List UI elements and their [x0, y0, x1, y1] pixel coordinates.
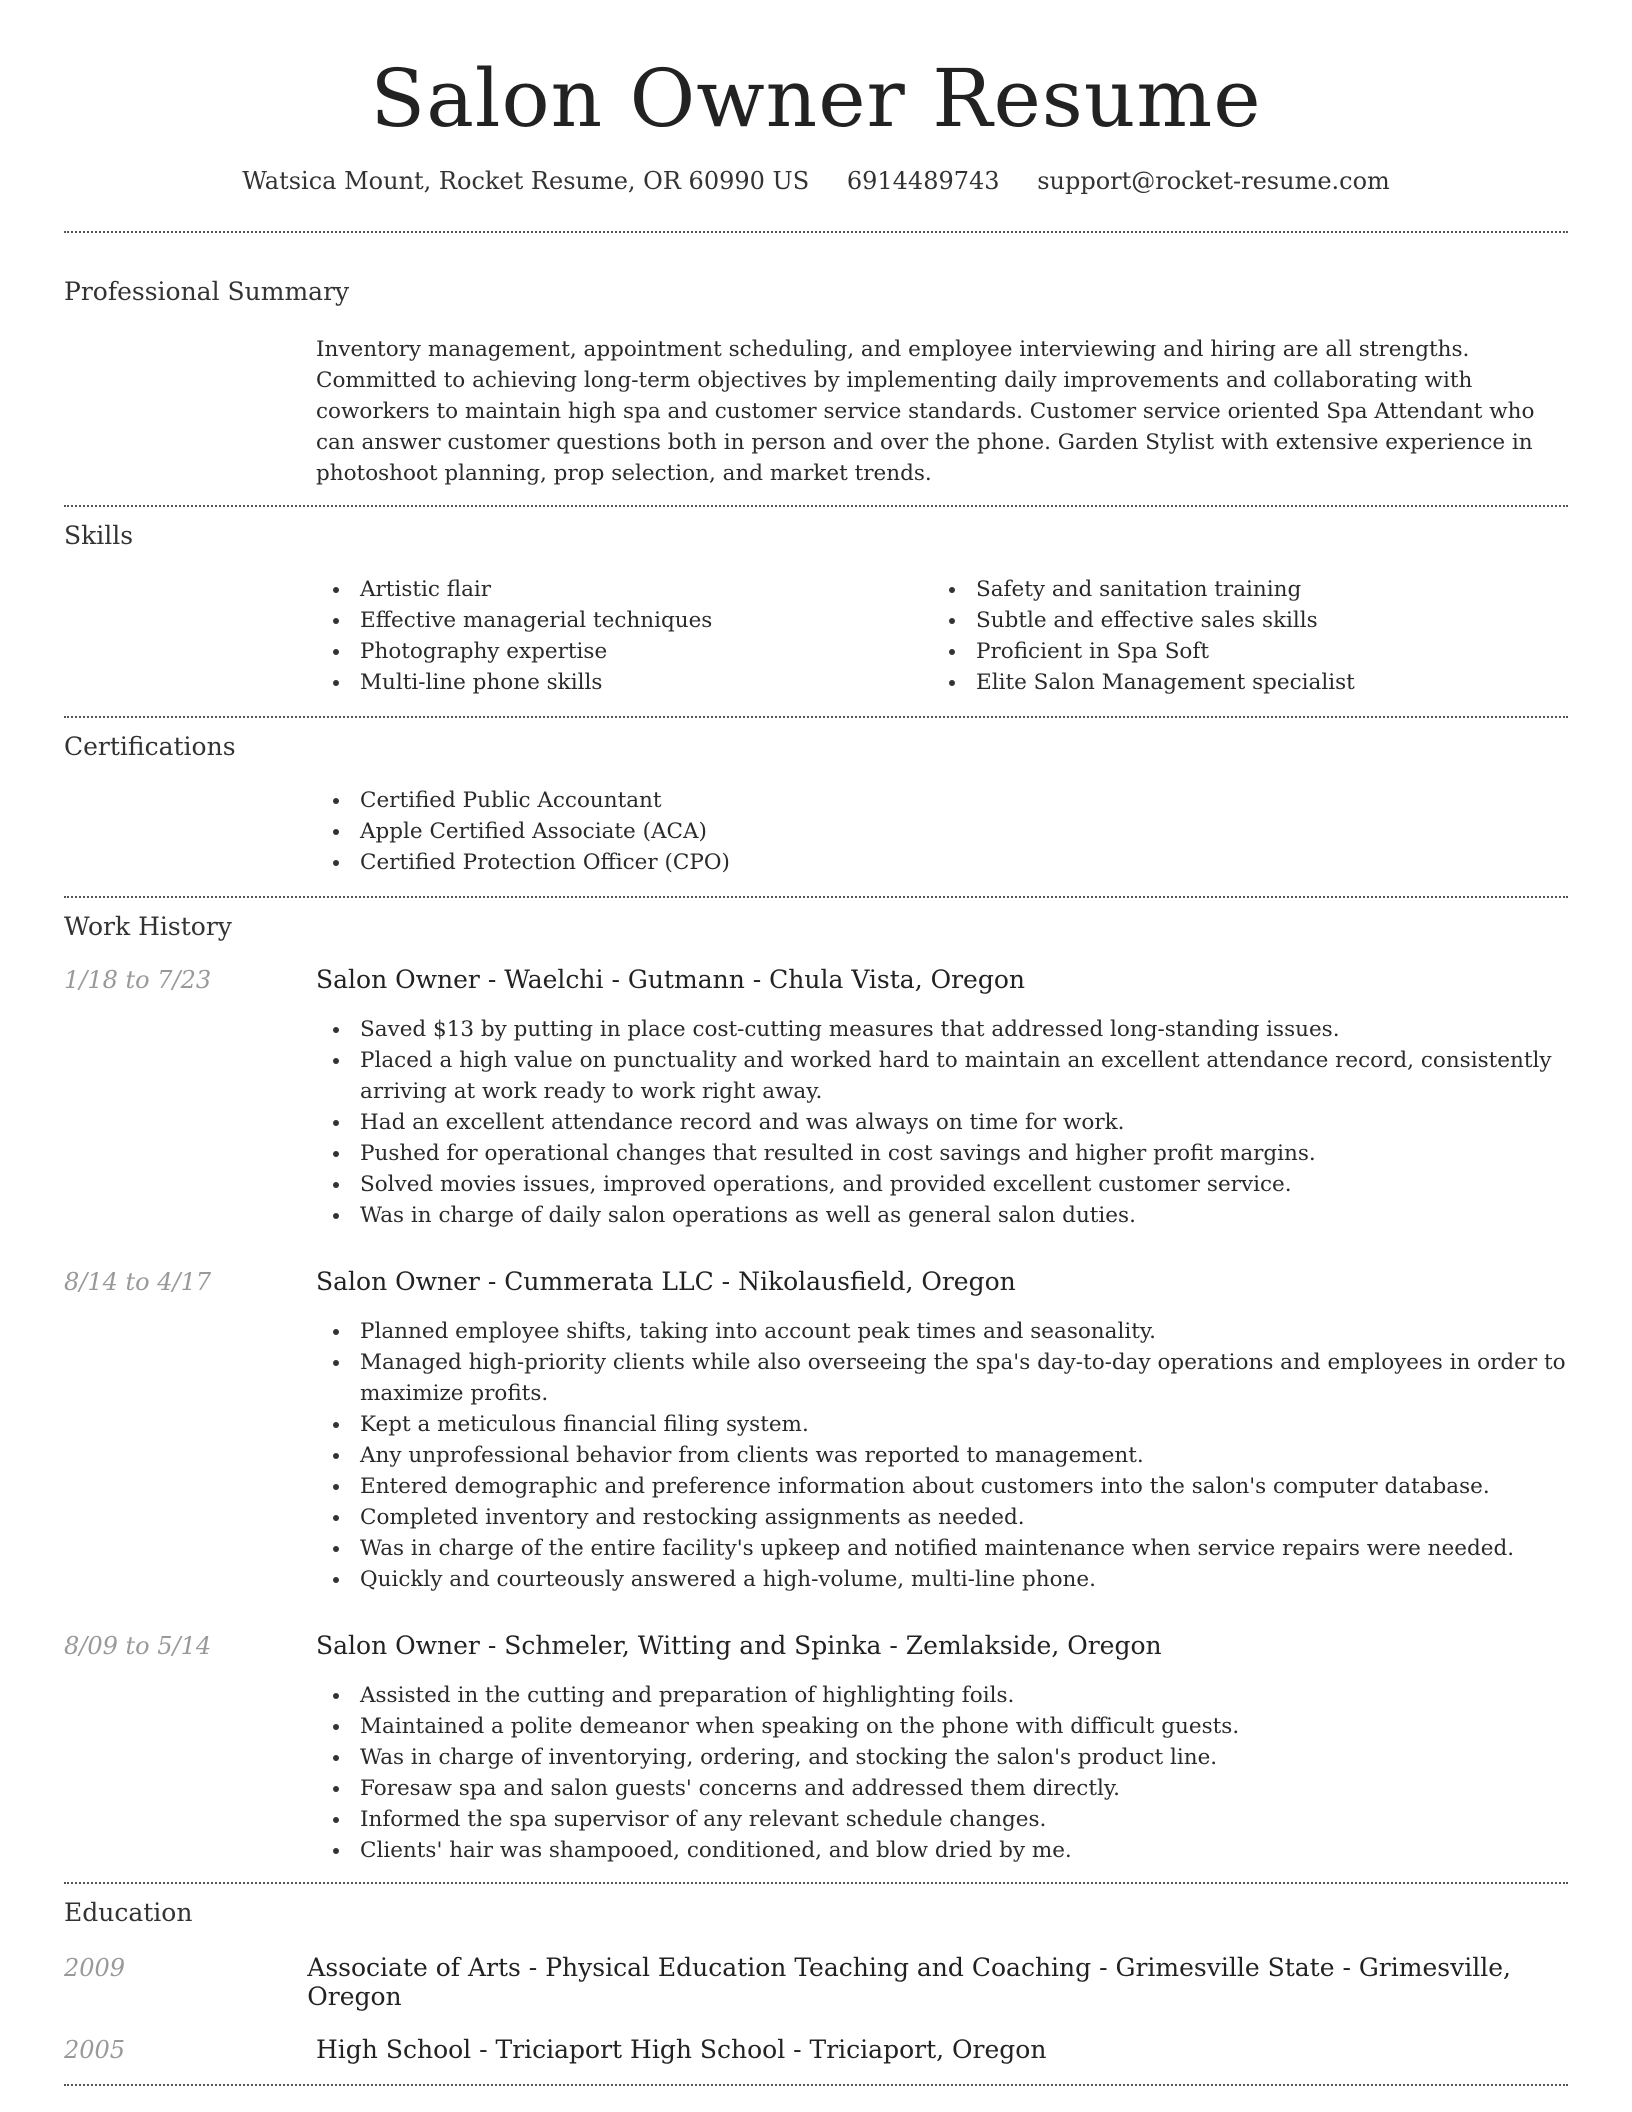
- job-entry: [64, 965, 1568, 1231]
- certifications-list: [316, 785, 1568, 878]
- job-bullets: [316, 1680, 1568, 1866]
- job-bullet: Had an excellent attendance record and was always on time for work.: [316, 1107, 1568, 1138]
- certifications-heading: Certifications: [64, 732, 236, 761]
- section-divider: [64, 896, 1568, 898]
- job-dates: 8/14 to 4/17: [64, 1268, 212, 1296]
- skill-item: Photography expertise: [316, 636, 932, 667]
- education-entry: [64, 2035, 1568, 2064]
- job-entry: [64, 1631, 1568, 1866]
- section-divider: [64, 716, 1568, 718]
- skills-list: [316, 574, 1568, 698]
- job-bullet: Kept a meticulous financial filing system.: [316, 1409, 1568, 1440]
- contact-email: support@rocket-resume.com: [1037, 167, 1390, 195]
- job-bullet: Foresaw spa and salon guests' concerns and addressed them directly.: [316, 1773, 1568, 1804]
- contact-phone: 6914489743: [846, 167, 1000, 195]
- job-bullet: Entered demographic and preference information about customers into the salon's computer database.: [316, 1471, 1568, 1502]
- job-bullet: Was in charge of the entire facility's upkeep and notified maintenance when service repairs were needed.: [316, 1533, 1568, 1564]
- section-divider: [64, 505, 1568, 507]
- skill-item: Artistic flair: [316, 574, 932, 605]
- job-bullet: Assisted in the cutting and preparation of highlighting foils.: [316, 1680, 1568, 1711]
- skill-item: Effective managerial techniques: [316, 605, 932, 636]
- resume-page: [64, 0, 1568, 2086]
- job-bullet: Placed a high value on punctuality and worked hard to maintain an excellent attendance record, consistently arriving at work ready to work right away.: [316, 1045, 1568, 1107]
- job-bullet: Was in charge of inventorying, ordering, and stocking the salon's product line.: [316, 1742, 1568, 1773]
- job-bullet: Solved movies issues, improved operations, and provided excellent customer service.: [316, 1169, 1568, 1200]
- job-bullet: Quickly and courteously answered a high-volume, multi-line phone.: [316, 1564, 1568, 1595]
- job-bullet: Pushed for operational changes that resulted in cost savings and higher profit margins.: [316, 1138, 1568, 1169]
- job-bullet: Clients' hair was shampooed, conditioned, and blow dried by me.: [316, 1835, 1568, 1866]
- education-heading: Education: [64, 1898, 193, 1927]
- skills-heading: Skills: [64, 521, 134, 550]
- job-bullets: [316, 1014, 1568, 1231]
- job-title: Salon Owner - Schmeler, Witting and Spinka - Zemlakside, Oregon: [316, 1631, 1162, 1660]
- job-bullet: Was in charge of daily salon operations as well as general salon duties.: [316, 1200, 1568, 1231]
- contact-address: Watsica Mount, Rocket Resume, OR 60990 US: [242, 167, 810, 195]
- job-bullet: Maintained a polite demeanor when speaking on the phone with difficult guests.: [316, 1711, 1568, 1742]
- job-bullets: [316, 1316, 1568, 1595]
- job-bullet: Informed the spa supervisor of any relevant schedule changes.: [316, 1804, 1568, 1835]
- education-entry: [64, 1953, 1568, 2011]
- certification-item: Apple Certified Associate (ACA): [316, 816, 1568, 847]
- education-year: 2005: [64, 2036, 126, 2064]
- contact-line: [64, 167, 1568, 195]
- section-divider: [64, 2084, 1568, 2086]
- job-bullet: Saved $13 by putting in place cost-cutting measures that addressed long-standing issues.: [316, 1014, 1568, 1045]
- job-title: Salon Owner - Cummerata LLC - Nikolausfield, Oregon: [316, 1267, 1016, 1296]
- education-title: Associate of Arts - Physical Education Teaching and Coaching - Grimesville State - Grimesville, Oregon: [307, 1953, 1511, 2011]
- work-history-heading: Work History: [64, 912, 232, 941]
- job-bullet: Managed high-priority clients while also overseeing the spa's day-to-day operations and employees in order to maximize profits.: [316, 1347, 1568, 1409]
- education-title: High School - Triciaport High School - Triciaport, Oregon: [316, 2035, 1047, 2064]
- certification-item: Certified Public Accountant: [316, 785, 1568, 816]
- skill-item: Safety and sanitation training: [932, 574, 1548, 605]
- skill-item: Proficient in Spa Soft: [932, 636, 1548, 667]
- summary-text: Inventory management, appointment scheduling, and employee interviewing and hiring are all strengths. Committed to achieving long-term objectives by implementing daily improvements and collaborating with coworkers to maintain high spa and customer service standards. Customer service oriented Spa Attendant who can answer customer questions both in person and over the phone. Garden Stylist with extensive experience in photoshoot planning, prop selection, and market trends.: [316, 337, 1535, 486]
- section-divider: [64, 231, 1568, 233]
- education-year: 2009: [64, 1954, 126, 1982]
- job-entry: [64, 1267, 1568, 1595]
- page-title: Salon Owner Resume: [370, 52, 1262, 145]
- job-bullet: Completed inventory and restocking assignments as needed.: [316, 1502, 1568, 1533]
- skills-column-right: [932, 574, 1548, 698]
- skill-item: Elite Salon Management specialist: [932, 667, 1548, 698]
- job-title: Salon Owner - Waelchi - Gutmann - Chula Vista, Oregon: [316, 965, 1025, 994]
- job-bullet: Planned employee shifts, taking into account peak times and seasonality.: [316, 1316, 1568, 1347]
- section-divider: [64, 1882, 1568, 1884]
- job-bullet: Any unprofessional behavior from clients was reported to management.: [316, 1440, 1568, 1471]
- skills-column-left: [316, 574, 932, 698]
- certification-item: Certified Protection Officer (CPO): [316, 847, 1568, 878]
- job-dates: 8/09 to 5/14: [64, 1632, 212, 1660]
- skill-item: Multi-line phone skills: [316, 667, 932, 698]
- summary-heading: Professional Summary: [64, 277, 350, 306]
- job-dates: 1/18 to 7/23: [64, 966, 212, 994]
- skill-item: Subtle and effective sales skills: [932, 605, 1548, 636]
